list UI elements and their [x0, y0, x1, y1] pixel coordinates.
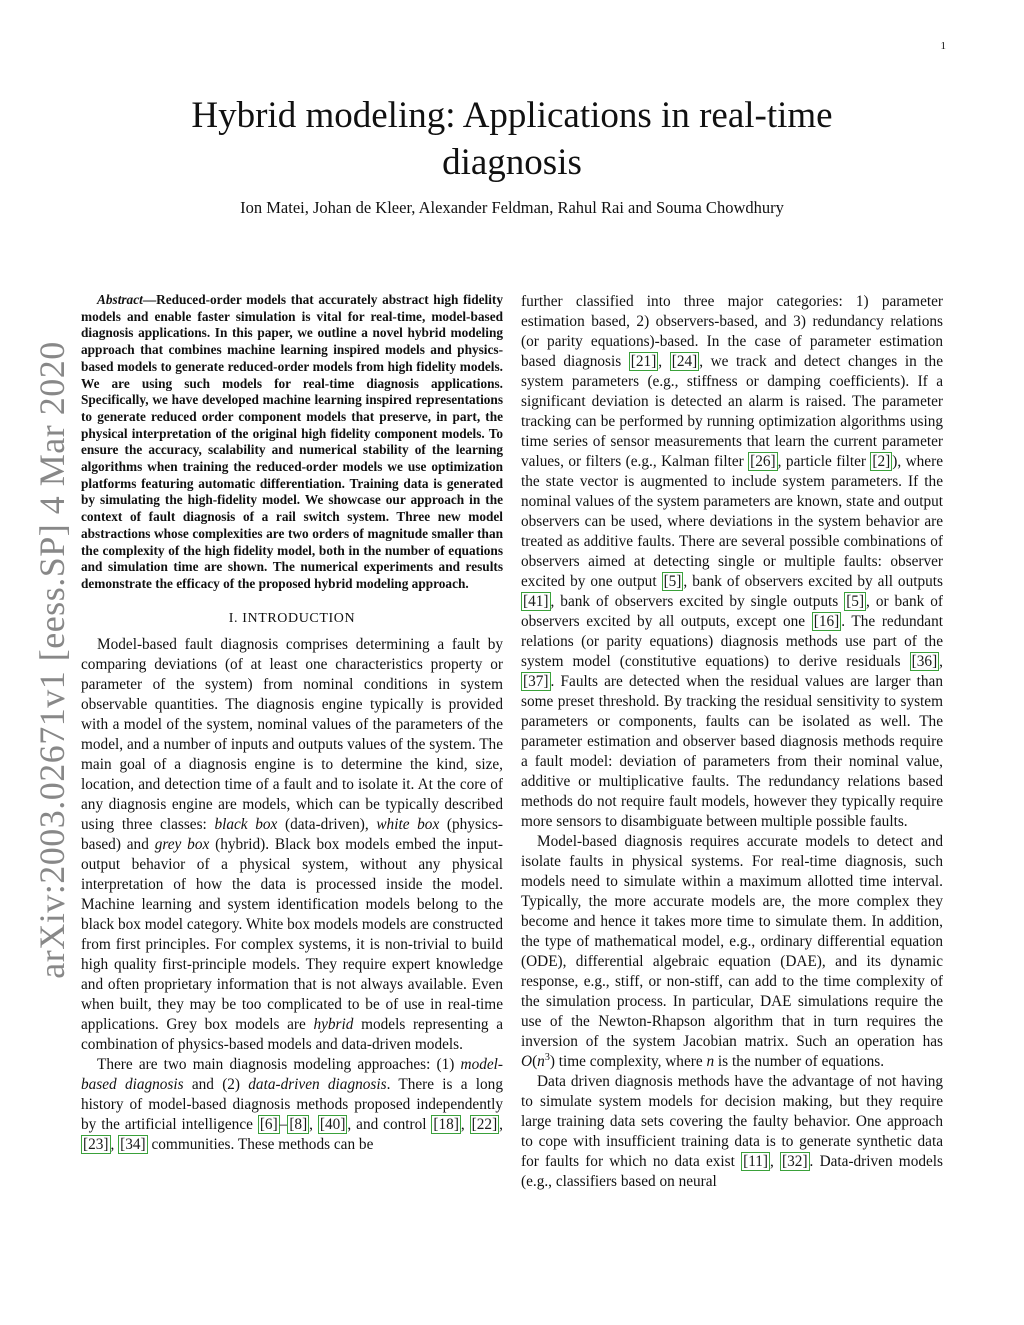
math-variable-n: n: [706, 1053, 715, 1070]
page-number: 1: [940, 40, 946, 52]
right-column: [521, 292, 943, 1192]
citation-link[interactable]: [22]: [471, 1115, 498, 1133]
citation-link[interactable]: [21]: [630, 353, 657, 370]
paper-title: Hybrid modeling: Applications in real-time diagnosis: [191, 95, 833, 183]
citation-link[interactable]: [34]: [120, 1135, 146, 1153]
citation-link[interactable]: [23]: [83, 1135, 109, 1153]
citation-link[interactable]: [8]: [289, 1115, 308, 1133]
citation-link[interactable]: [5]: [663, 573, 682, 590]
citation-link[interactable]: [41]: [523, 593, 549, 610]
citation-link[interactable]: [40]: [319, 1115, 346, 1133]
intro-paragraph-1: Model-based fault diagnosis comprises determining a fault by comparing deviations (of at least one characteristics property or parameter of the system) from nominal conditions in system observable quantities. The diagnosis engine typically is provided with a model of the system, nominal values of the parameters of the model, and a number of inputs and outputs values of the system. The main goal of a diagnosis engine is to determine the kind, size, location, and detection time of a fault and to isolate it. At the core of any diagnosis engine are models, which can be typically described using three classes: black box (data-driven), white box (physics-based) and grey box (hybrid). Black box models embed the input-output behavior of a physical system, without any physical interpretation of how the data is processed inside the model. Machine learning and system identification models belong to the black box model category. White box models models are constructed from first principles. For complex systems, it is non-trivial to build high quality first-principle models. They require expert knowledge and often proprietary information that is not always available. Even when built, they may be too complicated to be of use in real-time applications. Grey box models are hybrid models representing a combination of physics-based models and data-driven models.: [81, 635, 504, 1053]
citation-link[interactable]: [6]: [259, 1115, 278, 1133]
citation-link[interactable]: [18]: [433, 1115, 459, 1133]
math-variable-n: n: [537, 1053, 545, 1070]
citation-link[interactable]: [11]: [743, 1153, 769, 1170]
term-model-based-diagnosis: model-based diagnosis: [81, 1055, 503, 1093]
math-big-o: O: [521, 1053, 533, 1070]
citation-link[interactable]: [24]: [671, 353, 698, 370]
citation-link[interactable]: [2]: [872, 453, 891, 470]
arxiv-identifier: arXiv:2003.02671v1 [eess.SP] 4 Mar 2020: [32, 341, 72, 979]
intro-paragraph-2: There are two main diagnosis modeling approaches: (1) model-based diagnosis and (2) data-driven diagnosis. There is a long history of model-based diagnosis methods proposed independently by the artificial intelligence [6] – [8] , [40] , and control [18] , [22] , [23] , [34] communities. These methods can be: [81, 1055, 503, 1153]
abstract-label: Abstract: [97, 292, 143, 307]
citation-link[interactable]: [36]: [911, 653, 938, 670]
abstract-text: —Reduced-order models that accurately abstract high fidelity models and enable faster simulation is vital for real-time, model-based diagnosis applications. In this paper, we outline a novel hybrid modeling approach that combines machine learning inspired models and physics-based models to generate reduced-order models from high fidelity models. We are using such models for real-time diagnosis applications. Specifically, we have developed machine learning inspired representations to generate reduced order component models that preserve, in part, the physical interpretation of the original high fidelity component models. To ensure the accuracy, scalability and numerical stability of the learning algorithms when training the reduced-order models we use optimization platforms featuring automatic differentiation. Training data is generated by simulating the high-fidelity model. We showcase our approach in the context of fault diagnosis of a rail switch system. Three new model abstractions whose complexities are two orders of magnitude smaller than the complexity of the high fidelity model, both in the number of equations and simulation time are shown. The numerical experiments and results demonstrate the efficacy of the proposed hybrid modeling approach.: [81, 292, 503, 591]
term-white-box: white box: [376, 815, 440, 833]
body-paragraph-data-driven: Data driven diagnosis methods have the advantage of not having to simulate system models for decision making, but they require large training data sets covering the faulty behavior. One approach to cope with insufficient training data is to generate synthetic data for faults for which no data exist [11] , [32] . Data-driven models (e.g., classifiers based on neural: [521, 1073, 943, 1190]
citation-link[interactable]: [16]: [813, 613, 840, 630]
author-list: Ion Matei, Johan de Kleer, Alexander Feldman, Rahul Rai and Souma Chowdhury: [240, 198, 784, 217]
citation-link[interactable]: [32]: [782, 1153, 808, 1170]
term-grey-box: grey box: [154, 835, 210, 853]
citation-link[interactable]: [37]: [523, 673, 549, 690]
citation-link[interactable]: [26]: [750, 453, 776, 470]
section-heading-introduction: I. INTRODUCTION: [228, 610, 356, 626]
body-paragraph-model-based: Model-based diagnosis requires accurate models to detect and isolate faults in physical systems. For real-time diagnosis, such models need to simulate within a maximum allotted time interval. Typically, the more accurate models are, the more complex they become and hence it takes more time to simulate them. In addition, the type of mathematical model, e.g., ordinary differential equation (ODE), differential algebraic equation (DAE), and its dynamic response, e.g., stiff, or non-stiff, can add to the time complexity of the simulation process. In particular, DAE simulations require the use of the Newton-Rhapson algorithm that in turn requires the inversion of the system Jacobian matrix. Such an operation has $O(n^3)$ time complexity, where n is the number of equations.: [521, 833, 943, 1070]
term-hybrid: hybrid: [313, 1015, 354, 1033]
body-paragraph-continued: further classified into three major categories: 1) parameter estimation based, 2) observers-based, and 3) redundancy relations (or parity equations)-based. In the case of parameter estimation based diagnosis [21] , [24] , we track and detect changes in the system parameters (e.g., stiffness or damping coefficients). If a significant deviation is detected an alarm is raised. The parameter tracking can be performed by running optimization algorithms using time series of sensor measurements that learn the current parameter values, or filters (e.g., Kalman filter [26] , particle filter [2] ), where the state vector is augmented to include system parameters. If the nominal values of the system parameters are known, state and output observers can be used, where deviations in the system behavior are treated as additive faults. There are several possible combinations of observers aimed at detecting single or multiple faults: observer excited by one output [5] , bank of observers excited by all outputs [41] , bank of observers excited by single outputs [5] , or bank of observers excited by all outputs, except one [16] . The redundant relations (or parity equations) diagnosis methods use part of the system model (constitutive equations) to derive residuals [36] , [37] . Faults are detected when the residual values are larger than some preset threshold. By tracking the residual sensitivity to system parameters or components, faults can be isolated as well. The parameter estimation and observer based diagnosis methods require a fault model: deviation of parameters from their nominal value, additive or multiplicative faults. The redundancy relations based methods do not require fault models, however they typically require more sensors to disambiguate between multiple possible faults.: [521, 293, 943, 830]
abstract: [81, 292, 503, 593]
term-data-driven-diagnosis: data-driven diagnosis: [248, 1075, 387, 1093]
math-exponent: 3: [544, 1051, 550, 1063]
left-column: [81, 292, 503, 1155]
term-black-box: black box: [214, 815, 278, 833]
citation-link[interactable]: [5]: [846, 593, 865, 610]
